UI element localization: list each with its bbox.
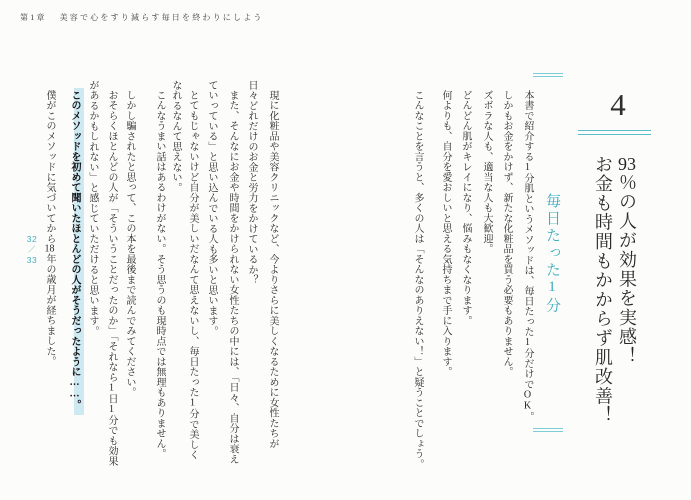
body-text-column: 本書で紹介する1分肌というメソッドは、毎日たった1分だけでOK。 [522,90,533,422]
body-text-column: 何よりも、自分を愛おしいと思える気持ちまで手に入ります。 [440,90,451,377]
body-text-column: しかもお金をかけず、新たな化粧品を買う必要もありません。 [501,90,512,377]
body-text-column: なれるなんて思えない。 [170,80,181,193]
body-text-column: ズボラな人も、適当な人も大歓迎。 [481,90,492,254]
subheading: 毎日たった1分 [544,193,560,315]
section-number: 4 [610,87,626,122]
section-title-line-1: 93％の人が効果を実感！ [617,155,637,366]
page-number-verso: 32 [26,234,38,244]
body-text-column: があるかもしれない」と感じていただけると思います。 [87,80,98,337]
section-title-line-2: お金も時間もかからず肌改善！ [593,155,613,426]
body-text-column: このメソッドを初めて聞いたほとんどの人がそうだったように……。 [69,90,80,410]
body-text-column: 現に化粧品や美容クリニックなど、今よりさらに美しくなるために女性たちが [267,90,278,449]
chapter-title-label: 美容で心をすり減らす毎日を終わりにしよう [59,13,264,22]
body-text-column: ていっている」と思い込んでいる人も多いと思います。 [206,80,217,337]
body-text-column: とてもじゃないけど自分が美しいだなんて思えないし、毎日たった1分で美しく [187,90,198,460]
page-number-block [23,234,41,265]
body-text-column: また、そんなにお金や時間をかけられない女性たちの中には、「日々、自分は衰え [227,90,238,465]
subheading-rule-top [533,73,563,77]
body-text-column: おそらくほとんどの人が「そういうことだったのか」「それなら1日1分でも効果 [106,90,117,467]
running-header [20,12,264,23]
section-number-double-rule [578,130,651,135]
body-text-column: 僕がこのメソッドに気づいてから18年の歳月が経ちました。 [44,90,55,367]
subheading-rule-bottom [533,428,563,432]
body-text-column: こんなことを言うと、多くの人は「そんなのありえない！」と疑うことでしょう。 [412,90,423,470]
body-text-column: 日々どれだけのお金と労力をかけているか？ [246,80,257,285]
body-text-column: こんなうまい話はあるわけがない。そう思うのも現時点では無理もありません。 [154,90,165,459]
body-text-column: しかし騙されたと思って、この本を最後まで読んでみてください。 [124,90,135,398]
page-number-separator: ／ [28,245,36,254]
page-number-recto: 33 [26,255,38,265]
body-text-column: どんどん肌がキレイになり、悩みもなくなります。 [460,90,471,326]
chapter-number-label: 第1章 [20,13,47,22]
